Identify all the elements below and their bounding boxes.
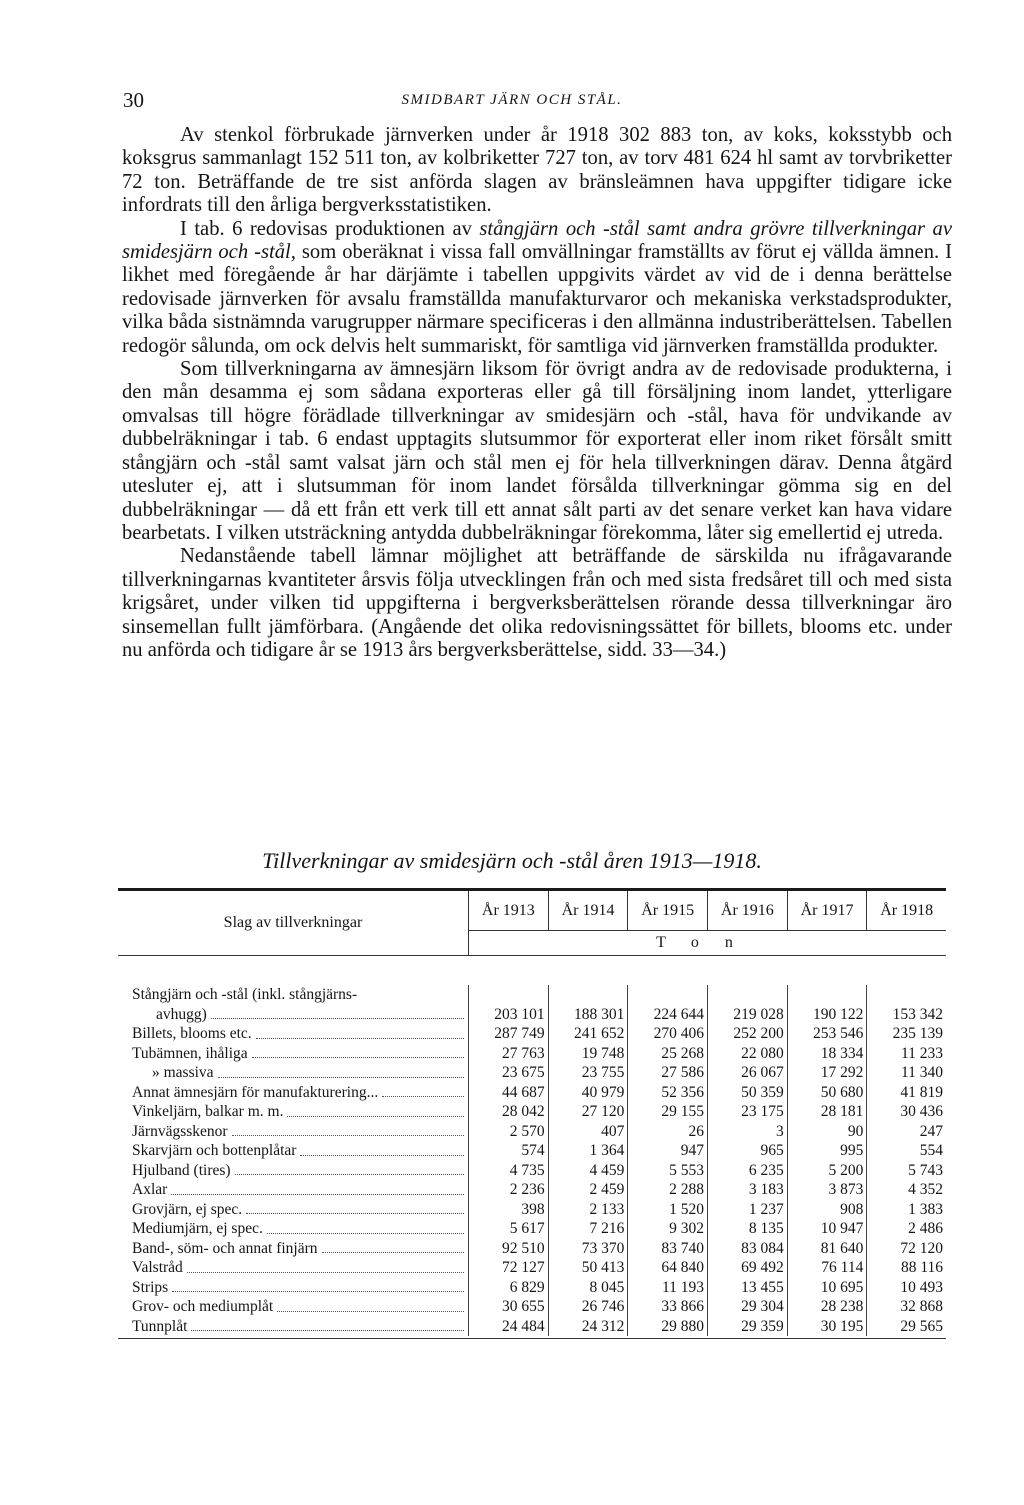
row-value: 52 356 [627,1083,707,1103]
row-value: 190 122 [787,1005,867,1025]
row-value: 10 947 [787,1219,867,1239]
row-label: Hjulband (tires) [118,1161,468,1181]
table-row [118,1239,946,1259]
row-value: 8 135 [707,1219,787,1239]
row-value: 219 028 [707,1005,787,1025]
row-label: Stångjärn och -stål (inkl. stångjärns- [132,986,358,1003]
paragraph-production-italic: stångjärn och -stål samt andra grövre tillverkningar av smidesjärn och -stål, [122,217,952,264]
table-title: Tillverkningar av smidesjärn och -stål åren 1913—1918. [262,848,762,873]
row-value: 1 383 [866,1200,946,1220]
row-value: 8 045 [548,1278,628,1298]
row-value: 995 [787,1141,867,1161]
table-row [118,1161,946,1181]
row-value: 26 067 [707,1063,787,1083]
row-label: avhugg) [118,1005,468,1025]
row-value: 287 749 [468,1024,548,1044]
row-value: 11 233 [866,1044,946,1064]
row-value: 4 352 [866,1180,946,1200]
row-value: 23 675 [468,1063,548,1083]
year-headers [468,891,946,955]
row-value: 18 334 [787,1044,867,1064]
table-data-rows [118,1005,946,1337]
row-value: 10 493 [866,1278,946,1298]
row-value: 30 195 [787,1317,867,1337]
row-value: 270 406 [627,1024,707,1044]
table-row [118,1005,946,1025]
row-label: Valstråd [118,1258,468,1278]
row-value: 224 644 [627,1005,707,1025]
row-value: 23 175 [707,1102,787,1122]
row-value: 6 829 [468,1278,548,1298]
unit-header: Ton [468,931,946,955]
row-value: 50 680 [787,1083,867,1103]
table-row [118,1219,946,1239]
row-label: Billets, blooms etc. [118,1024,468,1044]
year-header: År 1916 [707,891,787,930]
row-value: 26 [627,1122,707,1142]
row-value: 76 114 [787,1258,867,1278]
production-table [118,888,946,1339]
row-label: » massiva [118,1063,468,1083]
table-row [118,1297,946,1317]
table-row [118,985,946,1005]
row-value: 1 520 [627,1200,707,1220]
row-value: 6 235 [707,1161,787,1181]
row-value: 28 042 [468,1102,548,1122]
row-value: 17 292 [787,1063,867,1083]
row-value: 44 687 [468,1083,548,1103]
row-label: Tunnplåt [118,1317,468,1337]
row-value: 574 [468,1141,548,1161]
row-value: 90 [787,1122,867,1142]
row-value: 30 436 [866,1102,946,1122]
row-value: 3 [707,1122,787,1142]
page-number: 30 [123,88,144,112]
row-value: 29 304 [707,1297,787,1317]
row-value: 4 735 [468,1161,548,1181]
row-label: Axlar [118,1180,468,1200]
row-value: 28 181 [787,1102,867,1122]
row-value: 253 546 [787,1024,867,1044]
row-value: 83 084 [707,1239,787,1259]
row-value: 72 127 [468,1258,548,1278]
paragraph-production-rest: som oberäknat i vissa fall omvällningar framställts av förut ej vällda ämnen. I likhet med föregående år har därjämte i tabellen uppgivits värdet av vid de i denna berättelse redovisade järnverken för avsalu framställda manufakturvaror och mekaniska verkstadsprodukter, vilka båda sistnämnda varugrupper närmare specificeras i den allmänna industriberättelsen. Tabellen redogör sålunda, om ock delvis helt summariskt, för samtliga vid järnverken framställda produkter. [122,241,952,357]
row-value: 33 866 [627,1297,707,1317]
row-label: Annat ämnesjärn för manufakturering... [118,1083,468,1103]
row-value: 28 238 [787,1297,867,1317]
table-row [118,1278,946,1298]
row-label: Järnvägsskenor [118,1122,468,1142]
row-value: 5 200 [787,1161,867,1181]
row-value: 554 [866,1141,946,1161]
row-value: 5 553 [627,1161,707,1181]
row-label: Strips [118,1278,468,1298]
row-value: 398 [468,1200,548,1220]
row-value: 50 359 [707,1083,787,1103]
row-value: 2 570 [468,1122,548,1142]
table-row [118,1044,946,1064]
row-value: 30 655 [468,1297,548,1317]
row-value: 92 510 [468,1239,548,1259]
row-value: 2 133 [548,1200,628,1220]
row-value: 3 183 [707,1180,787,1200]
row-value: 11 193 [627,1278,707,1298]
row-value: 41 819 [866,1083,946,1103]
row-value: 29 359 [707,1317,787,1337]
row-value: 26 746 [548,1297,628,1317]
row-value: 32 868 [866,1297,946,1317]
row-value: 2 288 [627,1180,707,1200]
table-row [118,1063,946,1083]
row-label: Mediumjärn, ej spec. [118,1219,468,1239]
row-value: 1 364 [548,1141,628,1161]
row-label: Tubämnen, ihåliga [118,1044,468,1064]
row-value: 50 413 [548,1258,628,1278]
row-label: Band-, söm- och annat finjärn [118,1239,468,1259]
row-value: 25 268 [627,1044,707,1064]
row-value: 69 492 [707,1258,787,1278]
row-value: 247 [866,1122,946,1142]
year-header: År 1914 [548,891,628,930]
row-value: 153 342 [866,1005,946,1025]
row-value: 2 236 [468,1180,548,1200]
row-value: 1 237 [707,1200,787,1220]
row-value: 7 216 [548,1219,628,1239]
row-value: 5 743 [866,1161,946,1181]
year-header: År 1913 [468,891,548,930]
body-text [122,124,952,662]
row-value: 40 979 [548,1083,628,1103]
row-label: Grovjärn, ej spec. [118,1200,468,1220]
row-value: 23 755 [548,1063,628,1083]
row-value: 11 340 [866,1063,946,1083]
row-value: 947 [627,1141,707,1161]
year-header: År 1915 [627,891,707,930]
row-value: 29 565 [866,1317,946,1337]
paragraph-fuel: Av stenkol förbrukade järnverken under år 1918 302 883 ton, av koks, koksstybb och koksgrus sammanlagt 152 511 ton, av kolbriketter 727 ton, av torv 481 624 hl samt av torvbriketter 72 ton. Beträffande de tre sist anförda slagen av bränsleämnen hava uppgifter tidigare icke infordrats till den årliga bergverksstatistiken. [122,124,952,217]
row-value: 5 617 [468,1219,548,1239]
year-header: År 1918 [866,891,946,930]
row-value: 13 455 [707,1278,787,1298]
row-value: 64 840 [627,1258,707,1278]
row-value: 83 740 [627,1239,707,1259]
row-value: 10 695 [787,1278,867,1298]
table-row [118,1102,946,1122]
table-row [118,1122,946,1142]
row-value: 203 101 [468,1005,548,1025]
label-column-header: Slag av tillverkningar [223,914,363,931]
row-value: 27 586 [627,1063,707,1083]
row-value: 9 302 [627,1219,707,1239]
paragraph-production [122,218,952,358]
row-value: 88 116 [866,1258,946,1278]
table-row [118,1317,946,1337]
row-value: 29 155 [627,1102,707,1122]
paragraph-double-counting: Som tillverkningarna av ämnesjärn liksom för övrigt andra av de redovisade produkterna, i den mån desamma ej som sådana exporteras eller gå till försäljning inom landet, ytterligare omvalsas till högre förädlade tillverkningar av smidesjärn och -stål, hava för undvikande av dubbelräkningar i tab. 6 endast upptagits slutsummor för exporterat eller inom riket försålt smitt stångjärn och -stål samt valsat järn och stål men ej för hela tillverkningen därav. Denna åtgärd utesluter ej, att i slutsumman för inom landet försålda tillverkningar gömma sig en del dubbelräkningar — då ett från ett verk till ett annat sålt parti av det senare verket kan hava vidare bearbetats. I vilken utsträckning antydda dubbelräkningar förekomma, låter sig emellertid ej utreda. [122,358,952,544]
row-value: 29 880 [627,1317,707,1337]
row-value: 4 459 [548,1161,628,1181]
row-value: 24 484 [468,1317,548,1337]
running-head: SMIDBART JÄRN OCH STÅL. [401,92,623,108]
row-value: 24 312 [548,1317,628,1337]
row-value: 2 486 [866,1219,946,1239]
table-row [118,1200,946,1220]
row-value: 407 [548,1122,628,1142]
row-value: 22 080 [707,1044,787,1064]
year-header-row [468,891,946,931]
row-value: 27 763 [468,1044,548,1064]
row-value: 235 139 [866,1024,946,1044]
row-value: 241 652 [548,1024,628,1044]
table-header [118,891,946,955]
table-row [118,1024,946,1044]
row-value: 252 200 [707,1024,787,1044]
row-value: 3 873 [787,1180,867,1200]
year-header: År 1917 [787,891,867,930]
row-label: Skarvjärn och bottenplåtar [118,1141,468,1161]
paragraph-table-intro: Nedanstående tabell lämnar möjlighet att beträffande de särskilda nu ifrågavarande tillverkningarnas kvantiteter årsvis följa utvecklingen från och med sista fredsåret till och med sista krigsåret, under vilken tid uppgifterna i bergverksberättelsen rörande dessa tillverkningar äro sinsemellan fullt jämförbara. (Angående det olika redovisningssättet för billets, blooms etc. under nu anförda och tidigare år se 1913 års bergverksberättelse, sidd. 33—34.) [122,545,952,661]
row-value: 72 120 [866,1239,946,1259]
row-value: 965 [707,1141,787,1161]
row-value: 908 [787,1200,867,1220]
table-row [118,1258,946,1278]
row-value: 73 370 [548,1239,628,1259]
table-row [118,1180,946,1200]
row-value: 27 120 [548,1102,628,1122]
table-bottom-rule [118,1338,946,1339]
row-label: Vinkeljärn, balkar m. m. [118,1102,468,1122]
paragraph-production-lead: I tab. 6 redovisas produktionen av [180,217,480,240]
table-body [118,956,946,1336]
row-value: 19 748 [548,1044,628,1064]
row-value: 81 640 [787,1239,867,1259]
row-label: Grov- och mediumplåt [118,1297,468,1317]
table-row [118,1141,946,1161]
table-row [118,1083,946,1103]
row-value: 2 459 [548,1180,628,1200]
row-value: 188 301 [548,1005,628,1025]
